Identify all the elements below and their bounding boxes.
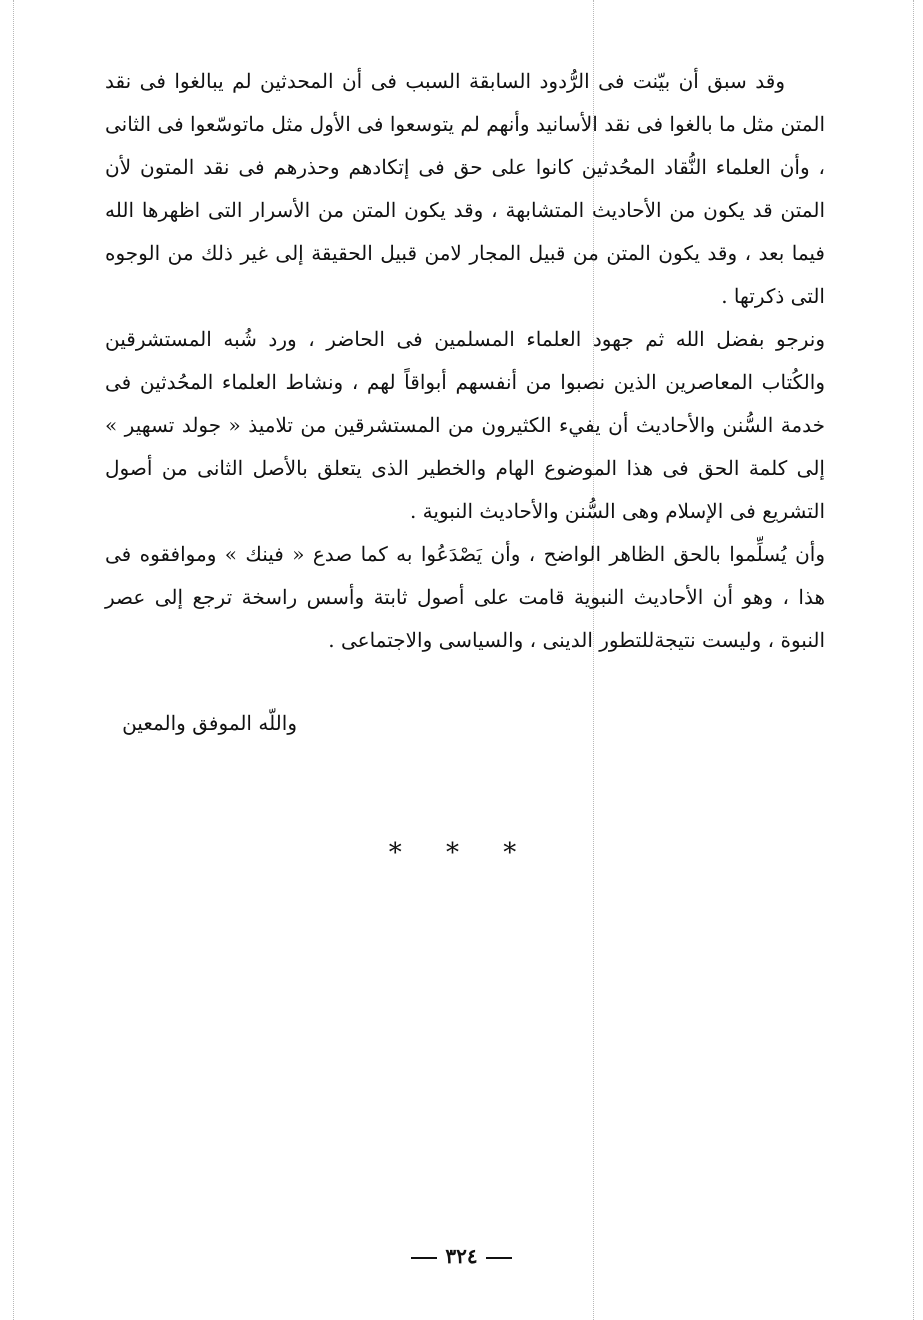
section-separator: * * * [388, 838, 535, 868]
page-number-footer [0, 1244, 923, 1268]
closing-line: واللّه الموفق والمعين [122, 711, 297, 735]
paragraph-2: ونرجو بفضل الله ثم جهود العلماء المسلمين فى الحاضر ، ورد شُبه المستشرقين والكُتاب المعاصرين الذين نصبوا من أنفسهم أبواقاً لهم ، ونشاط العلماء المحُدثين فى خدمة السُّنن والأحاديث أن يفيء الكثيرون من المستشرقين من تلاميذ « جولد تسهير » إلى كلمة الحق فى هذا الموضوع الهام والخطير الذى يتعلق بالأصل الثانى من أصول التشريع فى الإسلام وهى السُّنن والأحاديث النبوية . [105, 327, 825, 523]
page-number-dash-left [411, 1257, 437, 1259]
document-body [105, 60, 825, 662]
page-number: ٣٢٤ [445, 1244, 478, 1268]
paragraph-1: وقد سبق أن بيّنت فى الرُّدود السابقة السبب فى أن المحدثين لم يبالغوا فى نقد المتن مثل ما بالغوا فى نقد الأسانيد وأنهم لم يتوسعوا فى الأول مثل ماتوسّعوا فى الثانى ، وأن العلماء النُّقاد المحُدثين كانوا على حق فى إتكادهم وحذرهم فى نقد المتون لأن المتن قد يكون من الأحاديث المتشابهة ، وقد يكون المتن من الأسرار التى اظهرها الله فيما بعد ، وقد يكون المتن من قبيل المجار لامن قبيل الحقيقة إلى غير ذلك من الوجوه التى ذكرتها . [105, 69, 825, 308]
scan-guide-line-right [913, 0, 914, 1320]
paragraph-3: وأن يُسلِّموا بالحق الظاهر الواضح ، وأن يَصْدَعُوا به كما صدع « فينك » وموافقوه فى هذا ، وهو أن الأحاديث النبوية قامت على أصول ثابتة وأسس راسخة ترجع إلى عصر النبوة ، وليست نتيجةللتطور الدينى ، والسياسى والاجتماعى . [105, 542, 825, 652]
page-number-dash-right [486, 1257, 512, 1259]
scan-guide-line-left [13, 0, 14, 1320]
